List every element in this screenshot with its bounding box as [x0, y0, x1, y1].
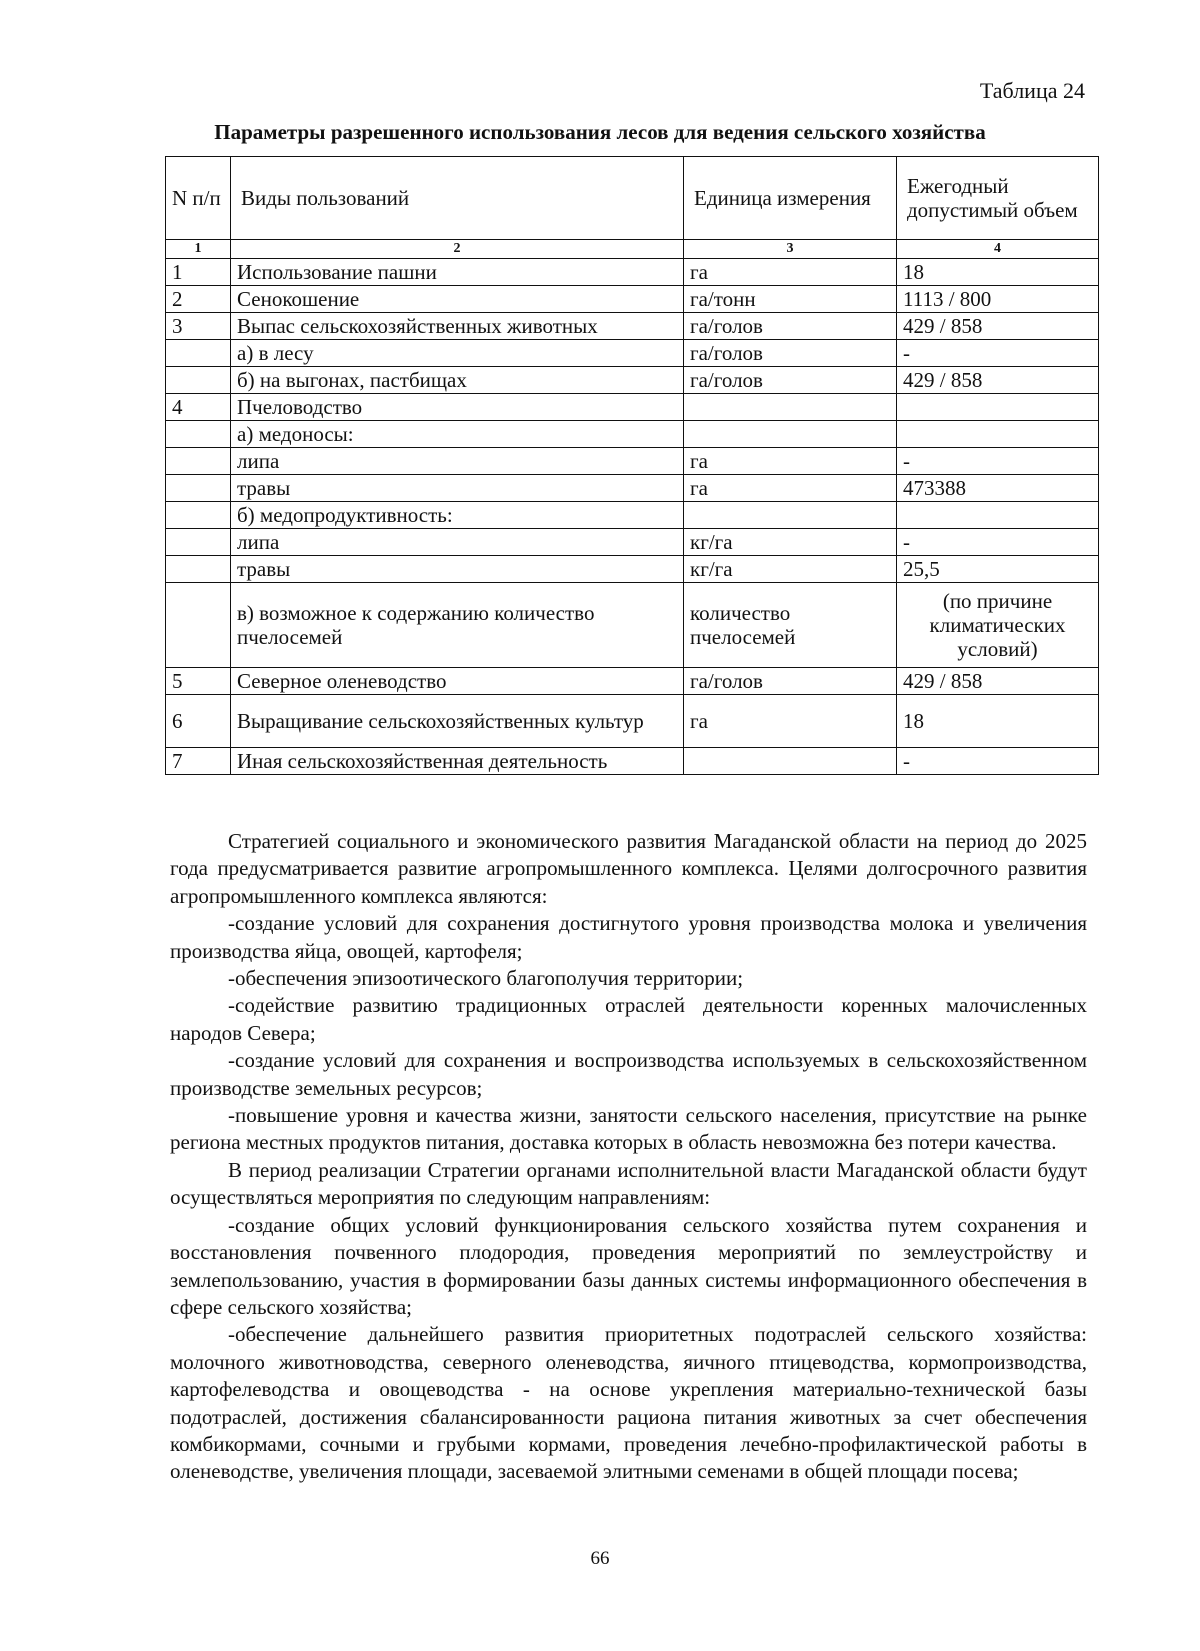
- table-row: [166, 313, 1099, 340]
- paragraph: -обеспечение дальнейшего развития приоритетных подотраслей сельского хозяйства: молочного животноводства, северного оленеводства, яичного птицеводства, кормопроизводства, картофелеводства и овощеводства - на основе укрепления материально-технической базы подотраслей, достижения сбалансированности рациона питания животных за счет обеспечения комбикормами, сочными и грубыми кормами, проведения лечебно-профилактической работы в оленеводстве, увеличения площади, засеваемой элитными семенами в общей площади посева;: [170, 1322, 1087, 1484]
- cell-type: Выпас сельскохозяйственных животных: [231, 313, 684, 340]
- page-number: 66: [590, 1548, 610, 1569]
- cell-volume: 429 / 858: [897, 313, 1099, 340]
- table-row: [166, 259, 1099, 286]
- table-row: [166, 529, 1099, 556]
- cell-unit: га/голов: [684, 668, 897, 695]
- cell-type: травы: [231, 556, 684, 583]
- column-number: 1: [166, 240, 231, 259]
- paragraph: -повышение уровня и качества жизни, занятости сельского населения, присутствие на рынке региона местных продуктов питания, доставка которых в область невозможна без потери качества.: [170, 1103, 1087, 1155]
- header-volume: Ежегодный допустимый объем: [897, 157, 1099, 240]
- cell-volume: -: [897, 748, 1099, 775]
- cell-unit: га/голов: [684, 340, 897, 367]
- cell-unit: кг/га: [684, 556, 897, 583]
- cell-unit: га: [684, 448, 897, 475]
- table-row: [166, 502, 1099, 529]
- column-number: 2: [231, 240, 684, 259]
- cell-volume: (по причине климатических условий): [897, 583, 1099, 668]
- cell-volume: -: [897, 448, 1099, 475]
- cell-volume: 25,5: [897, 556, 1099, 583]
- table-row: [166, 583, 1099, 668]
- cell-type: Пчеловодство: [231, 394, 684, 421]
- cell-type: липа: [231, 529, 684, 556]
- cell-volume: 1113 / 800: [897, 286, 1099, 313]
- header-num: N п/п: [166, 157, 231, 240]
- table-row: [166, 286, 1099, 313]
- table-header-row: [166, 157, 1099, 240]
- cell-type: Северное оленеводство: [231, 668, 684, 695]
- cell-volume: 429 / 858: [897, 367, 1099, 394]
- cell-volume: -: [897, 340, 1099, 367]
- cell-unit: [684, 502, 897, 529]
- cell-unit: [684, 394, 897, 421]
- cell-num: 7: [166, 748, 231, 775]
- table-row: [166, 448, 1099, 475]
- paragraph: -создание условий для сохранения и воспроизводства используемых в сельскохозяйственном производстве земельных ресурсов;: [170, 1048, 1087, 1100]
- cell-unit: га/голов: [684, 313, 897, 340]
- cell-num: 3: [166, 313, 231, 340]
- header-unit: Единица измерения: [684, 157, 897, 240]
- cell-type: б) на выгонах, пастбищах: [231, 367, 684, 394]
- cell-volume: [897, 421, 1099, 448]
- cell-num: 4: [166, 394, 231, 421]
- cell-num: [166, 340, 231, 367]
- cell-unit: [684, 748, 897, 775]
- parameters-table: [165, 156, 1099, 775]
- cell-num: [166, 502, 231, 529]
- cell-unit: га: [684, 695, 897, 748]
- cell-num: [166, 529, 231, 556]
- cell-num: [166, 367, 231, 394]
- cell-num: 2: [166, 286, 231, 313]
- table-row: [166, 475, 1099, 502]
- cell-volume: 18: [897, 259, 1099, 286]
- paragraph: -создание условий для сохранения достигнутого уровня производства молока и увеличения производства яйца, овощей, картофеля;: [170, 911, 1087, 963]
- cell-unit: га: [684, 259, 897, 286]
- cell-unit: количество пчелосемей: [684, 583, 897, 668]
- table-caption: Таблица 24: [979, 78, 1085, 103]
- cell-type: травы: [231, 475, 684, 502]
- table-row: [166, 394, 1099, 421]
- cell-type: а) в лесу: [231, 340, 684, 367]
- table-row: [166, 556, 1099, 583]
- table-row: [166, 340, 1099, 367]
- cell-type: Использование пашни: [231, 259, 684, 286]
- body-text: [170, 828, 1087, 1486]
- column-number-row: [166, 240, 1099, 259]
- column-number: 4: [897, 240, 1099, 259]
- cell-unit: кг/га: [684, 529, 897, 556]
- cell-volume: -: [897, 529, 1099, 556]
- table-row: [166, 748, 1099, 775]
- table-row: [166, 367, 1099, 394]
- table-row: [166, 668, 1099, 695]
- cell-type: липа: [231, 448, 684, 475]
- cell-num: 1: [166, 259, 231, 286]
- cell-volume: [897, 502, 1099, 529]
- cell-volume: 473388: [897, 475, 1099, 502]
- cell-num: 6: [166, 695, 231, 748]
- cell-type: б) медопродуктивность:: [231, 502, 684, 529]
- cell-num: [166, 556, 231, 583]
- cell-unit: га/голов: [684, 367, 897, 394]
- paragraph: Стратегией социального и экономического развития Магаданской области на период до 2025 года предусматривается развитие агропромышленного комплекса. Целями долгосрочного развития агропромышленного комплекса являются:: [170, 829, 1087, 908]
- table-row: [166, 695, 1099, 748]
- cell-unit: га: [684, 475, 897, 502]
- cell-type: а) медоносы:: [231, 421, 684, 448]
- cell-type: в) возможное к содержанию количество пчелосемей: [231, 583, 684, 668]
- cell-num: 5: [166, 668, 231, 695]
- table-title: Параметры разрешенного использования лесов для ведения сельского хозяйства: [214, 120, 986, 144]
- header-type: Виды пользований: [231, 157, 684, 240]
- cell-num: [166, 448, 231, 475]
- cell-unit: [684, 421, 897, 448]
- cell-volume: 18: [897, 695, 1099, 748]
- column-number: 3: [684, 240, 897, 259]
- cell-volume: [897, 394, 1099, 421]
- cell-num: [166, 421, 231, 448]
- cell-type: Иная сельскохозяйственная деятельность: [231, 748, 684, 775]
- cell-unit: га/тонн: [684, 286, 897, 313]
- paragraph: -создание общих условий функционирования сельского хозяйства путем сохранения и восстановления почвенного плодородия, проведения мероприятий по землеустройству и землепользованию, участия в формировании базы данных системы информационного обеспечения в сфере сельского хозяйства;: [170, 1212, 1087, 1319]
- cell-num: [166, 475, 231, 502]
- paragraph: -обеспечения эпизоотического благополучия территории;: [228, 966, 744, 991]
- cell-volume: 429 / 858: [897, 668, 1099, 695]
- cell-type: Сенокошение: [231, 286, 684, 313]
- cell-num: [166, 583, 231, 668]
- cell-type: Выращивание сельскохозяйственных культур: [231, 695, 684, 748]
- table-row: [166, 421, 1099, 448]
- paragraph: -содействие развитию традиционных отраслей деятельности коренных малочисленных народов Севера;: [170, 993, 1087, 1045]
- paragraph: В период реализации Стратегии органами исполнительной власти Магаданской области будут осуществляться мероприятия по следующим направлениям:: [170, 1157, 1087, 1210]
